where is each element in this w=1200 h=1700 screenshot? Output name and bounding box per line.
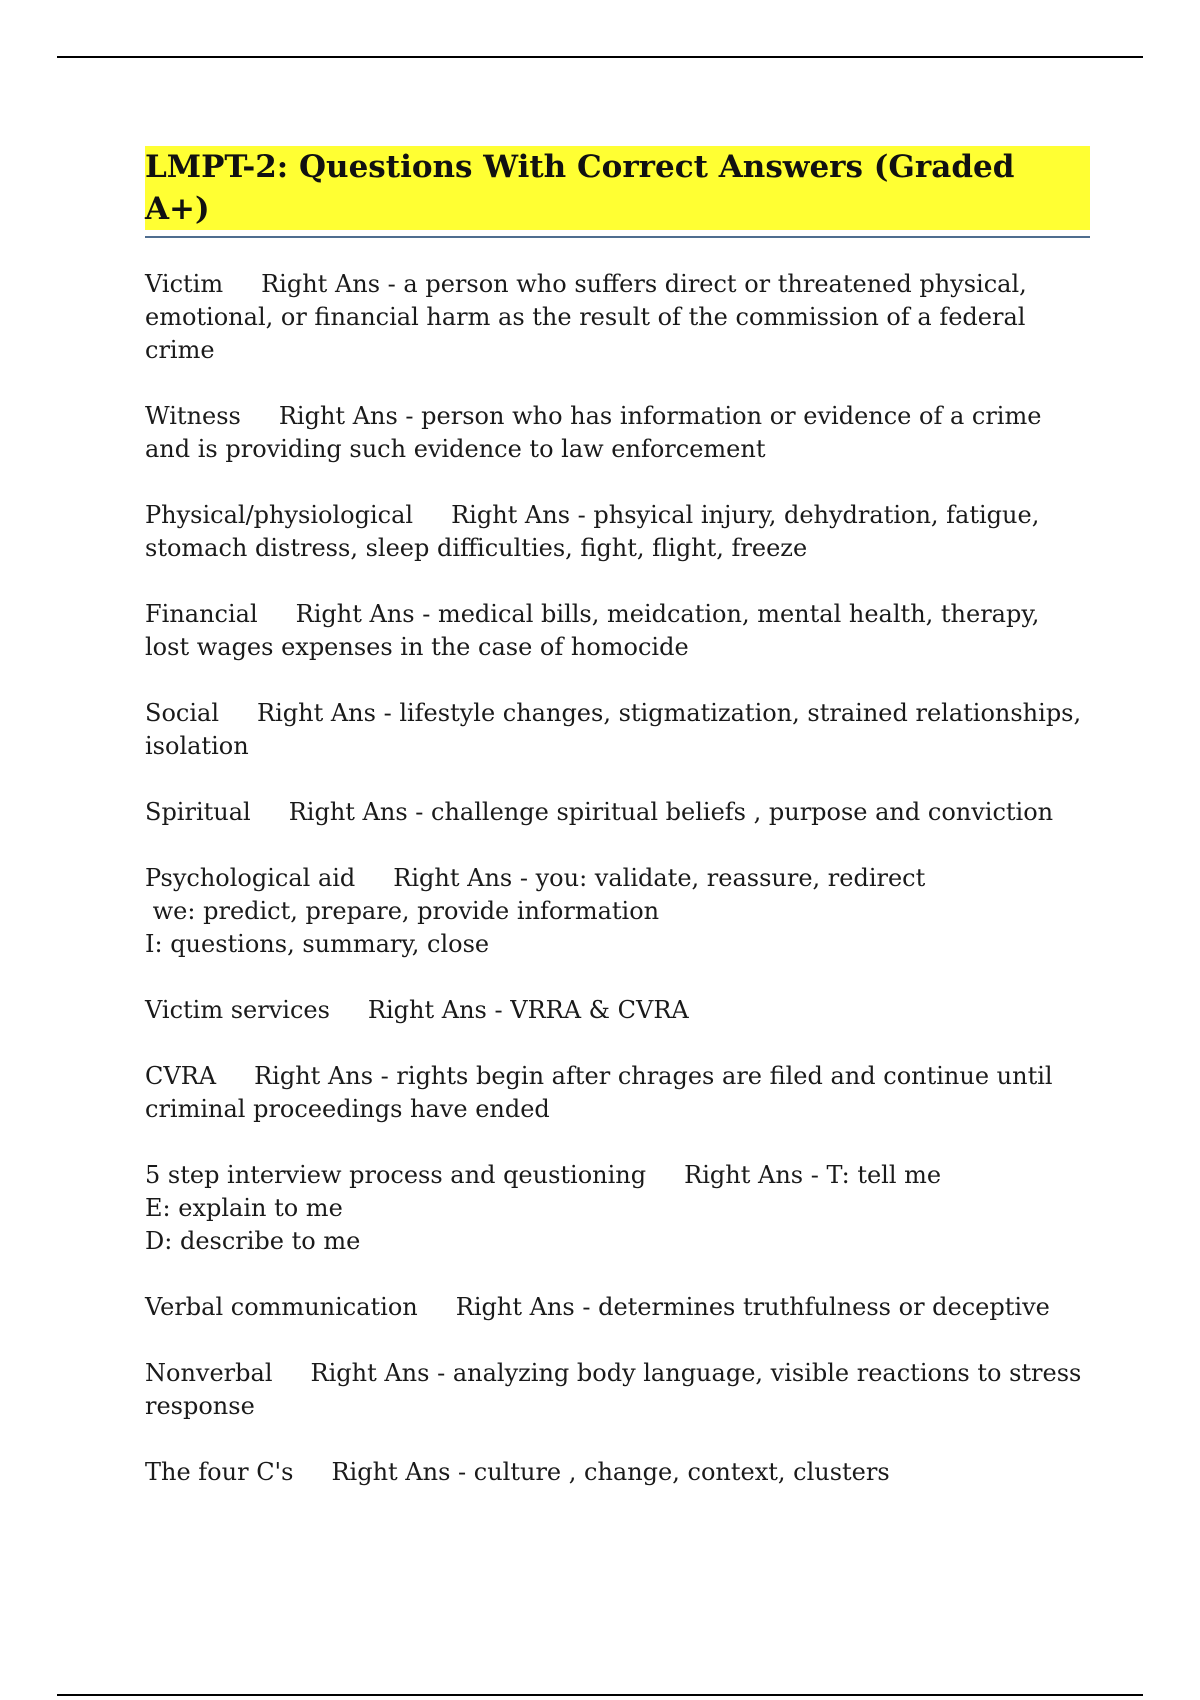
answer-prefix: Right Ans - (367, 996, 511, 1024)
qa-term: 5 step interview process and qeustioning (145, 1161, 647, 1189)
qa-item (145, 1159, 1090, 1258)
qa-term: Psychological aid (145, 864, 356, 892)
qa-item (145, 994, 1090, 1027)
answer-prefix: Right Ans - (257, 699, 400, 727)
qa-item (145, 862, 1090, 961)
qa-answer: VRRA & CVRA (510, 996, 689, 1024)
qa-answer: you: validate, reassure, redirect we: predict, prepare, provide information I: questions, summary, close (145, 864, 926, 958)
answer-prefix: Right Ans - (393, 864, 536, 892)
qa-item (145, 697, 1090, 763)
answer-prefix: Right Ans - (288, 798, 432, 826)
qa-term: Victim services (145, 996, 330, 1024)
qa-answer: challenge spiritual beliefs , purpose and conviction (431, 798, 1054, 826)
qa-answer: culture , change, context, clusters (473, 1458, 890, 1486)
qa-list (145, 268, 1090, 1489)
answer-prefix: Right Ans - (254, 1062, 397, 1090)
qa-answer: rights begin after chrages are filed and continue until criminal proceedings have ended (145, 1062, 1061, 1123)
qa-term: Victim (145, 270, 224, 298)
title-block (145, 146, 1090, 238)
qa-answer: a person who suffers direct or threatened physical, emotional, or financial harm as the result of the commission of a federal crime (145, 270, 1035, 364)
qa-term: Witness (145, 402, 241, 430)
document-body (145, 146, 1090, 1522)
answer-prefix: Right Ans - (278, 402, 422, 430)
qa-answer: T: tell me E: explain to me D: describe to me (145, 1161, 942, 1255)
qa-item (145, 268, 1090, 367)
qa-answer: person who has information or evidence of a crime and is providing such evidence to law enforcement (145, 402, 1050, 463)
answer-prefix: Right Ans - (295, 600, 438, 628)
answer-prefix: Right Ans - (684, 1161, 827, 1189)
qa-term: Financial (145, 600, 258, 628)
qa-item (145, 1291, 1090, 1324)
answer-prefix: Right Ans - (310, 1359, 453, 1387)
qa-answer: phsyical injury, dehydration, fatigue, stomach distress, sleep difficulties, fight, flight, freeze (145, 501, 1047, 562)
qa-answer: analyzing body language, visible reactions to stress response (145, 1359, 1089, 1420)
qa-item (145, 400, 1090, 466)
qa-answer: determines truthfulness or deceptive (598, 1293, 1050, 1321)
qa-item (145, 1456, 1090, 1489)
document-title: LMPT-2: Questions With Correct Answers (Graded A+) (145, 146, 1090, 230)
top-rule (57, 56, 1143, 58)
qa-term: Spiritual (145, 798, 251, 826)
qa-item (145, 1357, 1090, 1423)
qa-answer: medical bills, meidcation, mental health, therapy, lost wages expenses in the case of homocide (145, 600, 1047, 661)
qa-term: CVRA (145, 1062, 217, 1090)
qa-item (145, 598, 1090, 664)
qa-term: Physical/physiological (145, 501, 414, 529)
answer-prefix: Right Ans - (261, 270, 404, 298)
qa-term: Verbal communication (145, 1293, 418, 1321)
answer-prefix: Right Ans - (455, 1293, 599, 1321)
qa-term: Nonverbal (145, 1359, 273, 1387)
bottom-rule (57, 1694, 1143, 1696)
qa-item (145, 499, 1090, 565)
qa-term: Social (145, 699, 219, 727)
qa-answer: lifestyle changes, stigmatization, strained relationships, isolation (145, 699, 1089, 760)
answer-prefix: Right Ans - (451, 501, 594, 529)
qa-item (145, 796, 1090, 829)
answer-prefix: Right Ans - (331, 1458, 474, 1486)
qa-term: The four C's (145, 1458, 294, 1486)
qa-item (145, 1060, 1090, 1126)
